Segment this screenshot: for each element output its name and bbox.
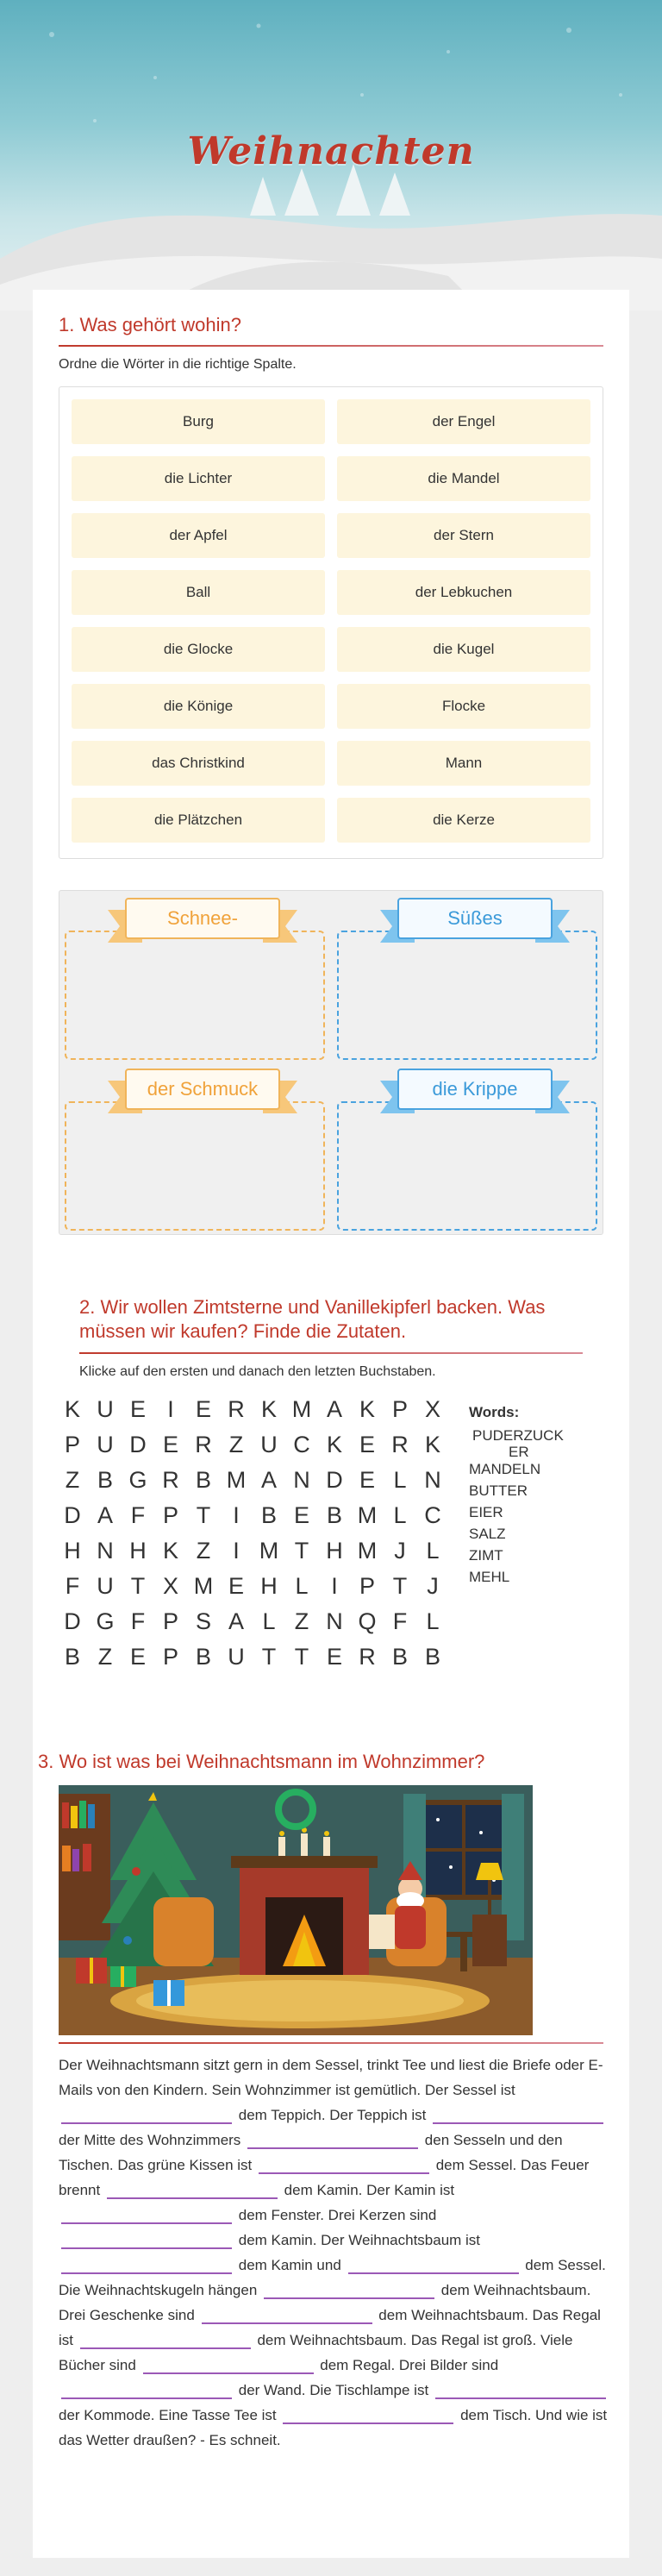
grid-letter[interactable]: A xyxy=(97,1501,113,1528)
word-list-item: SALZ xyxy=(469,1526,506,1542)
word-card[interactable]: Flocke xyxy=(337,684,590,729)
grid-letter[interactable]: R xyxy=(391,1431,409,1457)
grid-letter[interactable]: P xyxy=(64,1431,80,1457)
grid-letter[interactable]: E xyxy=(129,1643,146,1670)
word-card[interactable]: die Lichter xyxy=(72,456,325,501)
word-list-item: BUTTER xyxy=(469,1482,528,1499)
word-list-title: Words: xyxy=(469,1404,520,1420)
grid-letter[interactable]: J xyxy=(394,1537,406,1564)
word-card[interactable]: die Könige xyxy=(72,684,325,729)
answer-gap[interactable] xyxy=(107,2184,278,2199)
category-label-schmuck: der Schmuck xyxy=(125,1069,280,1110)
answer-gap[interactable] xyxy=(435,2384,606,2399)
answer-gap[interactable] xyxy=(61,2259,232,2274)
grid-letter[interactable]: T xyxy=(196,1501,211,1528)
worksheet-card xyxy=(33,290,629,2558)
grid-letter[interactable]: K xyxy=(64,1395,80,1422)
text-segment: dem Weihnachtsbaum. Das Regal ist xyxy=(59,2307,601,2348)
word-card[interactable]: der Lebkuchen xyxy=(337,570,590,615)
task3-title: 3. Wo ist was bei Weihnachtsmann im Wohnzimmer? xyxy=(38,1751,485,1772)
grid-letter[interactable]: E xyxy=(228,1572,244,1599)
word-list-item: MANDELN xyxy=(469,1461,541,1477)
task2-instruction: Klicke auf den ersten und danach den letzten Buchstaben. xyxy=(79,1364,436,1379)
grid-letter[interactable]: C xyxy=(424,1501,441,1528)
grid-letter[interactable]: T xyxy=(130,1572,146,1599)
answer-gap[interactable] xyxy=(202,2309,372,2324)
category-label-schnee: Schnee- xyxy=(125,898,280,939)
task3-divider xyxy=(59,2042,603,2044)
grid-letter[interactable]: L xyxy=(393,1466,407,1493)
answer-gap[interactable] xyxy=(61,2234,232,2249)
text-segment: dem Fenster. Drei Kerzen sind xyxy=(238,2207,437,2223)
grid-letter[interactable]: H xyxy=(64,1537,81,1564)
text-segment: der Kommode. Eine Tasse Tee ist xyxy=(59,2407,277,2423)
task2-title-line2: müssen wir kaufen? Finde die Zutaten. xyxy=(79,1320,407,1342)
grid-letter[interactable]: P xyxy=(162,1608,178,1634)
grid-letter[interactable]: U xyxy=(260,1431,278,1457)
grid-letter[interactable]: H xyxy=(129,1537,147,1564)
answer-gap[interactable] xyxy=(61,2384,232,2399)
task2-title-line1: 2. Wir wollen Zimtsterne und Vanillekipferl backen. Was xyxy=(79,1296,546,1318)
grid-letter[interactable]: I xyxy=(233,1537,240,1564)
grid-letter[interactable]: T xyxy=(261,1643,277,1670)
text-segment: Der Weihnachtsmann sitzt gern in dem Sessel, trinkt Tee und liest die Briefe oder E-Mails von den Kindern. Sein Wohnzimmer ist gemütlich. Der Sessel ist xyxy=(59,2057,603,2098)
grid-letter[interactable]: L xyxy=(426,1608,440,1634)
grid-letter[interactable]: X xyxy=(162,1572,178,1599)
grid-letter[interactable]: E xyxy=(359,1466,375,1493)
grid-letter[interactable]: E xyxy=(129,1395,146,1422)
grid-letter[interactable]: Z xyxy=(65,1466,80,1493)
grid-letter[interactable]: E xyxy=(359,1431,375,1457)
grid-letter[interactable]: U xyxy=(97,1431,114,1457)
grid-letter[interactable]: R xyxy=(162,1466,179,1493)
grid-letter[interactable]: U xyxy=(97,1572,114,1599)
grid-letter[interactable]: P xyxy=(391,1395,408,1422)
header-banner xyxy=(0,0,662,310)
word-list-item: EIER xyxy=(469,1504,503,1520)
grid-letter[interactable]: M xyxy=(291,1395,312,1422)
grid-letter[interactable]: R xyxy=(359,1643,376,1670)
grid-letter[interactable]: D xyxy=(64,1608,81,1634)
grid-letter[interactable]: J xyxy=(427,1572,439,1599)
grid-letter[interactable]: I xyxy=(331,1572,338,1599)
task2-title xyxy=(79,1295,596,1344)
grid-letter[interactable]: L xyxy=(426,1537,440,1564)
grid-letter[interactable]: E xyxy=(195,1395,211,1422)
grid-letter[interactable]: P xyxy=(162,1501,178,1528)
grid-letter[interactable]: B xyxy=(260,1501,277,1528)
grid-letter[interactable]: A xyxy=(326,1395,342,1422)
grid-letter[interactable]: A xyxy=(228,1608,244,1634)
grid-letter[interactable]: M xyxy=(259,1537,279,1564)
word-card[interactable]: die Kerze xyxy=(337,798,590,843)
grid-letter[interactable]: K xyxy=(424,1431,440,1457)
grid-letter[interactable]: D xyxy=(129,1431,147,1457)
grid-letter[interactable]: B xyxy=(195,1466,211,1493)
text-segment: dem Regal. Drei Bilder sind xyxy=(320,2357,499,2373)
grid-letter[interactable]: U xyxy=(228,1643,245,1670)
grid-letter[interactable]: N xyxy=(293,1466,310,1493)
word-bank xyxy=(59,386,603,859)
grid-letter[interactable]: L xyxy=(262,1608,276,1634)
grid-letter[interactable]: Z xyxy=(294,1608,309,1634)
grid-letter[interactable]: F xyxy=(65,1572,80,1599)
text-segment: dem Kamin. Der Weihnachtsbaum ist xyxy=(238,2232,481,2248)
answer-gap[interactable] xyxy=(348,2259,519,2274)
text-segment: dem Sessel. Das Feuer brennt xyxy=(59,2157,590,2198)
page-title: Weihnachten xyxy=(187,129,475,173)
grid-letter[interactable]: I xyxy=(233,1501,240,1528)
category-drop-area xyxy=(59,890,603,1235)
word-card[interactable]: die Plätzchen xyxy=(72,798,325,843)
grid-letter[interactable]: G xyxy=(96,1608,115,1634)
text-segment: dem Kamin und xyxy=(238,2257,341,2273)
text-segment: dem Tisch. Und wie ist das Wetter draußen? - Es schneit. xyxy=(59,2407,608,2448)
word-card[interactable]: Mann xyxy=(337,741,590,786)
word-card[interactable]: die Kugel xyxy=(337,627,590,672)
grid-letter[interactable]: F xyxy=(392,1608,408,1634)
word-card[interactable]: Burg xyxy=(72,399,325,444)
grid-letter[interactable]: H xyxy=(260,1572,278,1599)
grid-letter[interactable]: S xyxy=(195,1608,211,1634)
grid-letter[interactable]: T xyxy=(392,1572,408,1599)
category-label-suesses: Süßes xyxy=(397,898,553,939)
grid-letter[interactable]: U xyxy=(97,1395,114,1422)
fill-in-text xyxy=(59,2053,609,2453)
word-list-item: ZIMT xyxy=(469,1547,503,1564)
text-segment: dem Kamin. Der Kamin ist xyxy=(284,2182,455,2198)
grid-letter[interactable]: K xyxy=(359,1395,375,1422)
grid-letter[interactable]: M xyxy=(193,1572,214,1599)
task1-instruction: Ordne die Wörter in die richtige Spalte. xyxy=(59,357,297,372)
answer-gap[interactable] xyxy=(61,2209,232,2224)
grid-letter[interactable]: B xyxy=(424,1643,440,1670)
grid-letter[interactable]: F xyxy=(130,1608,146,1634)
grid-letter[interactable]: K xyxy=(162,1537,178,1564)
answer-gap[interactable] xyxy=(61,2109,232,2124)
text-segment: dem Weihnachtsbaum. Drei Geschenke sind xyxy=(59,2282,591,2323)
grid-letter[interactable]: Z xyxy=(228,1431,244,1457)
grid-letter[interactable]: M xyxy=(357,1537,378,1564)
grid-letter[interactable]: B xyxy=(97,1466,113,1493)
grid-letter[interactable]: Z xyxy=(196,1537,211,1564)
grid-letter[interactable]: D xyxy=(326,1466,343,1493)
word-list-item: ER xyxy=(509,1444,529,1460)
answer-gap[interactable] xyxy=(259,2159,429,2174)
grid-letter[interactable]: X xyxy=(424,1395,440,1422)
grid-letter[interactable]: F xyxy=(130,1501,146,1528)
living-room-illustration xyxy=(59,1785,533,2035)
grid-letter[interactable]: M xyxy=(357,1501,378,1528)
grid-letter[interactable]: R xyxy=(195,1431,212,1457)
word-list-item: MEHL xyxy=(469,1569,510,1585)
grid-letter[interactable]: T xyxy=(294,1537,309,1564)
category-label-krippe: die Krippe xyxy=(397,1069,553,1110)
answer-gap[interactable] xyxy=(433,2109,603,2124)
text-segment: der Mitte des Wohnzimmers xyxy=(59,2132,241,2148)
grid-letter[interactable]: K xyxy=(326,1431,342,1457)
answer-gap[interactable] xyxy=(80,2334,251,2349)
grid-letter[interactable]: D xyxy=(64,1501,81,1528)
task1-divider xyxy=(59,345,603,347)
word-card[interactable]: der Stern xyxy=(337,513,590,558)
grid-letter[interactable]: T xyxy=(294,1643,309,1670)
grid-letter[interactable]: B xyxy=(64,1643,80,1670)
grid-letter[interactable]: E xyxy=(162,1431,178,1457)
text-segment: dem Sessel. Die Weihnachtskugeln hängen xyxy=(59,2257,606,2298)
answer-gap[interactable] xyxy=(283,2409,453,2424)
grid-letter[interactable]: L xyxy=(295,1572,309,1599)
text-segment: den Sesseln und den Tischen. Das grüne Kissen ist xyxy=(59,2132,563,2173)
word-card[interactable]: das Christkind xyxy=(72,741,325,786)
word-list-item: PUDERZUCK xyxy=(472,1427,564,1444)
word-card[interactable]: Ball xyxy=(72,570,325,615)
grid-letter[interactable]: B xyxy=(326,1501,342,1528)
grid-letter[interactable]: L xyxy=(393,1501,407,1528)
word-card[interactable]: die Glocke xyxy=(72,627,325,672)
text-segment: dem Weihnachtsbaum. Das Regal ist groß. Viele Bücher sind xyxy=(59,2332,573,2373)
word-card[interactable]: der Engel xyxy=(337,399,590,444)
grid-letter[interactable]: M xyxy=(226,1466,247,1493)
task2-divider xyxy=(79,1352,583,1354)
grid-letter[interactable]: P xyxy=(359,1572,375,1599)
grid-letter[interactable]: E xyxy=(293,1501,309,1528)
grid-letter[interactable]: B xyxy=(391,1643,408,1670)
answer-gap[interactable] xyxy=(247,2134,418,2149)
grid-letter[interactable]: N xyxy=(97,1537,114,1564)
grid-letter[interactable]: E xyxy=(326,1643,342,1670)
grid-letter[interactable]: Q xyxy=(358,1608,377,1634)
answer-gap[interactable] xyxy=(143,2359,314,2374)
word-card[interactable]: die Mandel xyxy=(337,456,590,501)
task1-title: 1. Was gehört wohin? xyxy=(59,314,241,335)
grid-letter[interactable]: P xyxy=(162,1643,178,1670)
grid-letter[interactable]: C xyxy=(293,1431,310,1457)
grid-letter[interactable]: Z xyxy=(97,1643,113,1670)
word-search-list xyxy=(469,1404,581,1588)
grid-letter[interactable]: I xyxy=(167,1395,174,1422)
text-segment: der Wand. Die Tischlampe ist xyxy=(238,2382,429,2398)
grid-letter[interactable]: N xyxy=(326,1608,343,1634)
answer-gap[interactable] xyxy=(264,2284,434,2299)
grid-letter[interactable]: N xyxy=(424,1466,441,1493)
word-card[interactable]: der Apfel xyxy=(72,513,325,558)
grid-letter[interactable]: K xyxy=(260,1395,277,1422)
grid-letter[interactable]: R xyxy=(228,1395,245,1422)
grid-letter[interactable]: B xyxy=(195,1643,211,1670)
grid-letter[interactable]: G xyxy=(128,1466,147,1493)
grid-letter[interactable]: H xyxy=(326,1537,343,1564)
grid-letter[interactable]: A xyxy=(260,1466,277,1493)
text-segment: dem Teppich. Der Teppich ist xyxy=(238,2107,427,2123)
